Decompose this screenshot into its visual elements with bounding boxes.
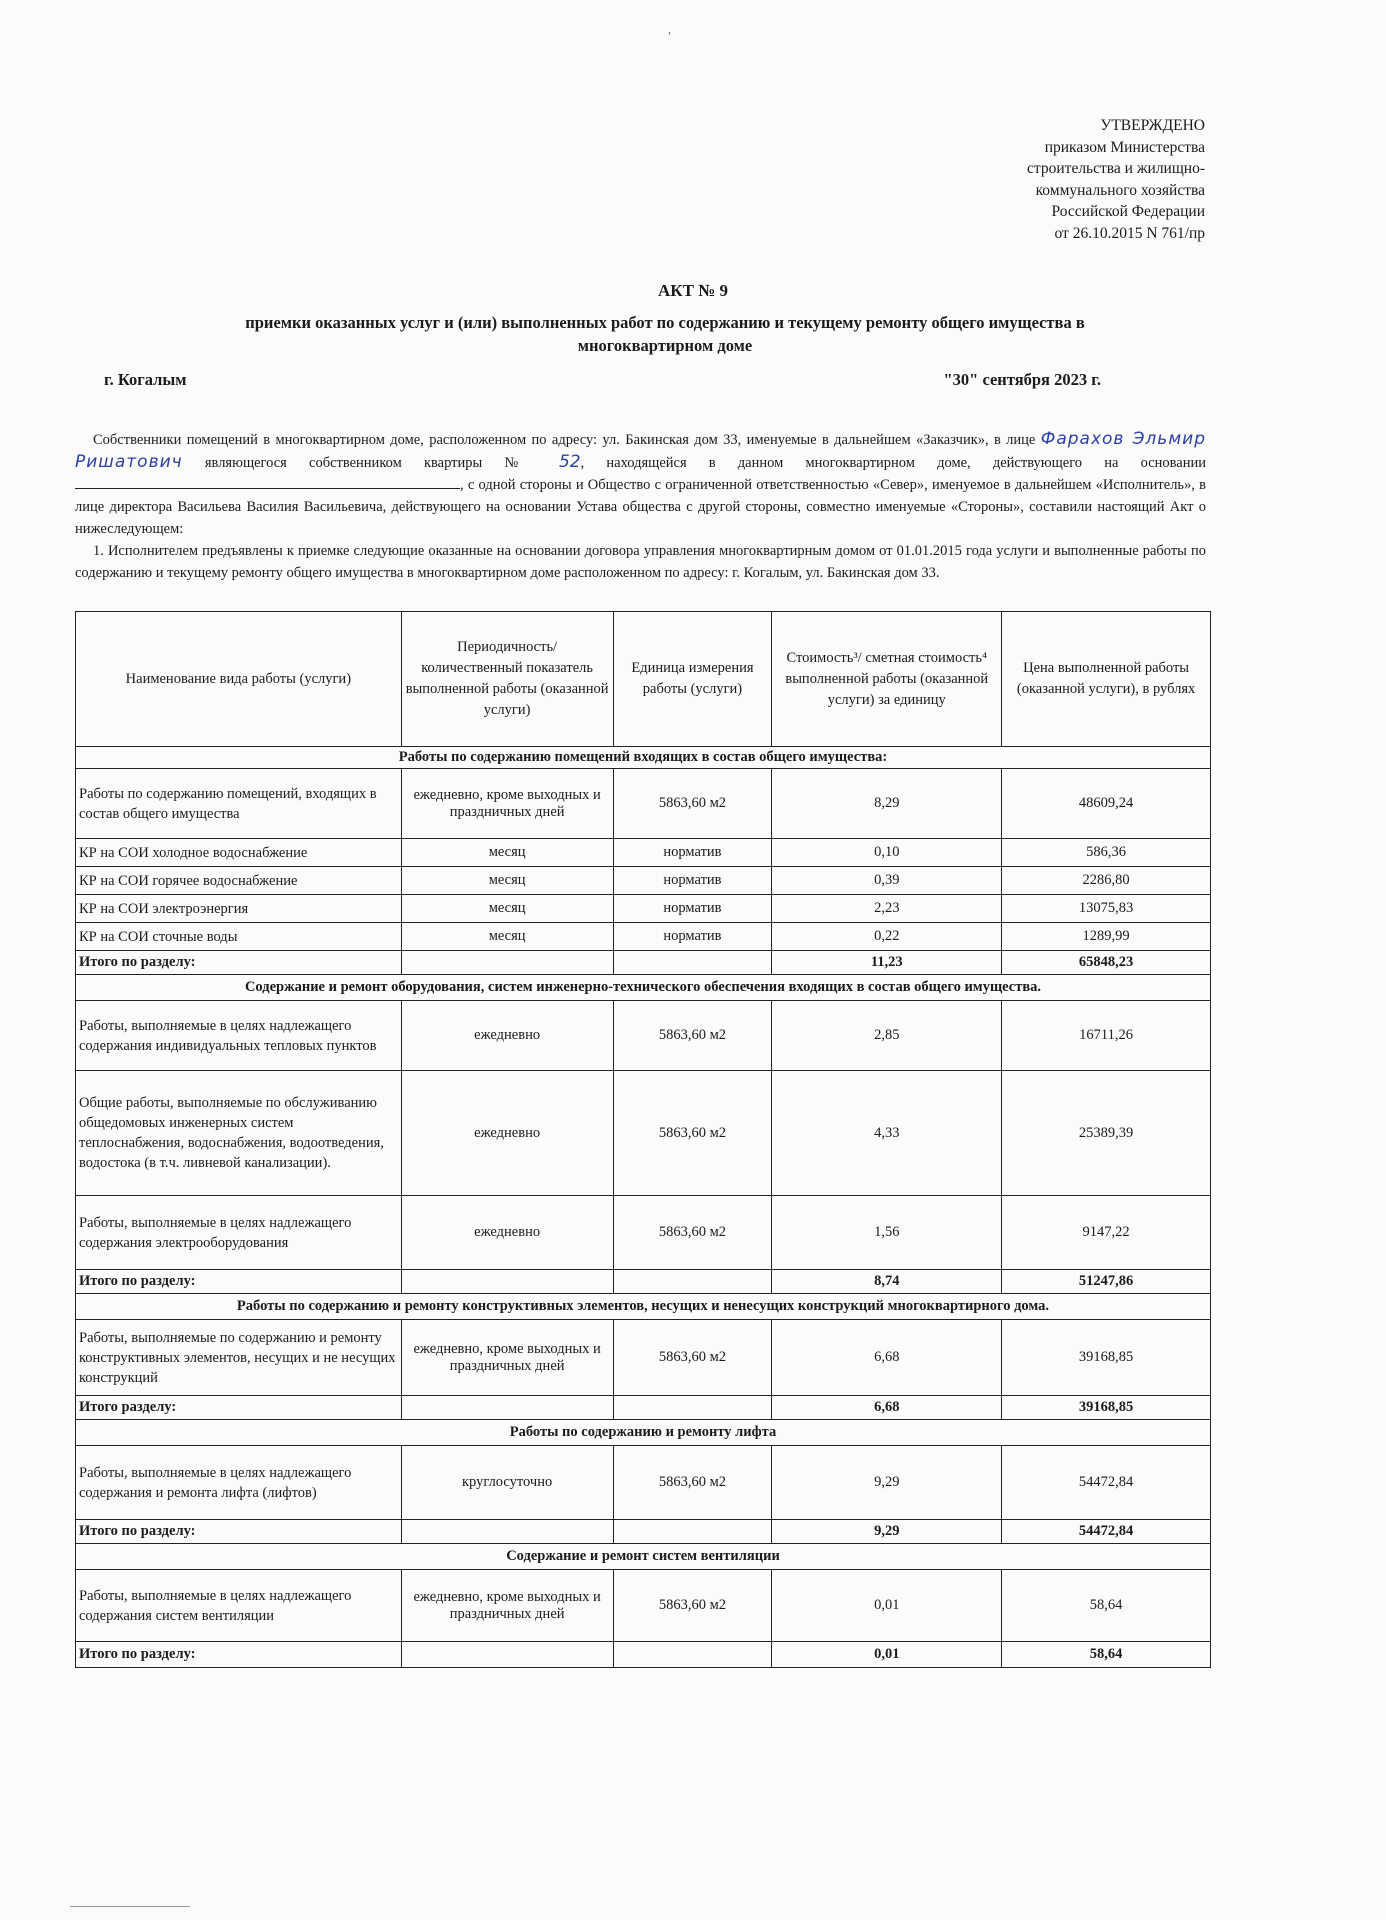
cell-price: 9147,22 — [1002, 1196, 1211, 1270]
cell-cost: 6,68 — [772, 1320, 1002, 1396]
cell-cost: 0,22 — [772, 923, 1002, 951]
cell-price: 16711,26 — [1002, 1001, 1211, 1071]
total-empty — [613, 1642, 772, 1668]
section-title: Работы по содержанию помещений входящих в состав общего имущества: — [76, 747, 1211, 769]
cell-period: ежедневно, кроме выходных и праздничных дней — [401, 769, 613, 839]
intro-text — [75, 428, 1206, 584]
cell-cost: 4,33 — [772, 1071, 1002, 1196]
act-date: "30" сентября 2023 г. — [943, 370, 1101, 389]
section-total-row — [76, 1520, 1211, 1544]
total-empty — [613, 1520, 772, 1544]
approval-stamp-text — [1027, 115, 1205, 244]
total-price: 54472,84 — [1002, 1520, 1211, 1544]
cell-unit: норматив — [613, 839, 772, 867]
total-cost: 0,01 — [772, 1642, 1002, 1668]
table-header-row — [76, 612, 1211, 747]
cell-cost: 0,10 — [772, 839, 1002, 867]
section-total-row — [76, 1642, 1211, 1668]
approval-line: строительства и жилищно- — [1027, 160, 1205, 177]
total-label: Итого по разделу: — [76, 1520, 402, 1544]
header-cost: Стоимость³/ сметная стоимость⁴ выполненной работы (оказанной услуги) за единицу — [772, 612, 1002, 747]
table-row — [76, 1446, 1211, 1520]
total-price: 51247,86 — [1002, 1270, 1211, 1294]
table-row — [76, 1071, 1211, 1196]
cell-price: 13075,83 — [1002, 895, 1211, 923]
cell-unit: норматив — [613, 867, 772, 895]
cell-period: ежедневно, кроме выходных и праздничных дней — [401, 1320, 613, 1396]
cell-name: КР на СОИ горячее водоснабжение — [76, 867, 402, 895]
cell-name: Работы по содержанию помещений, входящих в состав общего имущества — [76, 769, 402, 839]
cell-period: месяц — [401, 839, 613, 867]
act-subtitle-line-1: приемки оказанных услуг и (или) выполненных работ по содержанию и текущему ремонту общего имущества в — [245, 313, 1085, 332]
cell-period: месяц — [401, 867, 613, 895]
approval-line: Российской Федерации — [1051, 203, 1205, 220]
act-subtitle-line-2: многоквартирном доме — [577, 336, 753, 355]
table-row — [76, 867, 1211, 895]
table-row — [76, 839, 1211, 867]
cell-price: 39168,85 — [1002, 1320, 1211, 1396]
cell-name: Работы, выполняемые в целях надлежащего содержания электрооборудования — [76, 1196, 402, 1270]
cell-price: 586,36 — [1002, 839, 1211, 867]
cell-unit: норматив — [613, 923, 772, 951]
cell-name: Работы, выполняемые в целях надлежащего содержания индивидуальных тепловых пунктов — [76, 1001, 402, 1071]
total-empty — [401, 951, 613, 975]
total-empty — [401, 1642, 613, 1668]
section-header-row — [76, 1294, 1211, 1320]
cell-price: 25389,39 — [1002, 1071, 1211, 1196]
total-empty — [613, 1396, 772, 1420]
approval-line: коммунального хозяйства — [1035, 181, 1205, 199]
header-price: Цена выполненной работы (оказанной услуги), в рублях — [1002, 612, 1211, 747]
cell-unit: 5863,60 м2 — [613, 1001, 772, 1071]
cell-period: месяц — [401, 923, 613, 951]
cell-period: месяц — [401, 895, 613, 923]
table-row — [76, 1570, 1211, 1642]
approval-line: УТВЕРЖДЕНО — [1100, 117, 1205, 134]
header-unit: Единица измерения работы (услуги) — [613, 612, 772, 747]
table-row — [76, 769, 1211, 839]
section-header-row — [76, 1420, 1211, 1446]
scan-edge-line — [70, 1906, 190, 1907]
section-title: Работы по содержанию и ремонту лифта — [76, 1420, 1211, 1446]
cell-name: Работы, выполняемые в целях надлежащего содержания систем вентиляции — [76, 1570, 402, 1642]
act-subtitle — [140, 311, 1190, 357]
cell-period: ежедневно — [401, 1196, 613, 1270]
cell-unit: 5863,60 м2 — [613, 1071, 772, 1196]
cell-name: КР на СОИ сточные воды — [76, 923, 402, 951]
total-price: 58,64 — [1002, 1642, 1211, 1668]
total-label: Итого по разделу: — [76, 951, 402, 975]
cell-price: 58,64 — [1002, 1570, 1211, 1642]
total-empty — [613, 951, 772, 975]
act-title: АКТ № 9 — [657, 281, 729, 300]
cell-cost: 8,29 — [772, 769, 1002, 839]
apartment-number-handwritten: 52 — [558, 452, 581, 472]
cell-name: Работы, выполняемые по содержанию и ремонту конструктивных элементов, несущих и не несущих конструкций — [76, 1320, 402, 1396]
intro-text-part: Собственники помещений в многоквартирном доме, расположенном по адресу: ул. Бакинская дом 33, именуемые в дальнейшем «Заказчик», в лице — [93, 432, 1036, 448]
total-empty — [613, 1270, 772, 1294]
works-table — [75, 611, 1211, 1668]
approval-line: от 26.10.2015 N 761/пр — [1054, 224, 1205, 242]
cell-unit: 5863,60 м2 — [613, 1570, 772, 1642]
total-label: Итого по разделу: — [76, 1270, 402, 1294]
section-header-row — [76, 975, 1211, 1001]
cell-price: 2286,80 — [1002, 867, 1211, 895]
table-row — [76, 1320, 1211, 1396]
cell-period: круглосуточно — [401, 1446, 613, 1520]
scan-mark: , — [668, 22, 671, 36]
total-cost: 6,68 — [772, 1396, 1002, 1420]
total-label: Итого по разделу: — [76, 1642, 402, 1668]
section-title: Содержание и ремонт систем вентиляции — [76, 1544, 1211, 1570]
cell-cost: 2,23 — [772, 895, 1002, 923]
section-header-row — [76, 747, 1211, 769]
total-empty — [401, 1520, 613, 1544]
intro-text-part: , находящейся в данном многоквартирном доме, действующего на основании — [580, 455, 1207, 471]
cell-period: ежедневно, кроме выходных и праздничных дней — [401, 1570, 613, 1642]
section-title: Работы по содержанию и ремонту конструктивных элементов, несущих и ненесущих конструкций многоквартирного дома. — [76, 1294, 1211, 1320]
total-empty — [401, 1270, 613, 1294]
approval-line: приказом Министерства — [1044, 138, 1205, 156]
total-empty — [401, 1396, 613, 1420]
intro-paragraph-1 — [75, 428, 1206, 540]
intro-text-part: являющегося собственником квартиры № — [204, 455, 537, 471]
cell-name: Общие работы, выполняемые по обслуживанию общедомовых инженерных систем теплоснабжения, водоснабжения, водоотведения, водостока (в т.ч. ливневой канализации). — [76, 1071, 402, 1196]
cell-period: ежедневно — [401, 1071, 613, 1196]
owner-signature-handwritten: Фарахов Эльмир Ришатович — [75, 429, 1206, 472]
cell-cost: 0,01 — [772, 1570, 1002, 1642]
table-row — [76, 1001, 1211, 1071]
total-cost: 11,23 — [772, 951, 1002, 975]
total-cost: 8,74 — [772, 1270, 1002, 1294]
cell-cost: 1,56 — [772, 1196, 1002, 1270]
basis-blank-line — [75, 474, 460, 489]
cell-name: Работы, выполняемые в целях надлежащего содержания и ремонта лифта (лифтов) — [76, 1446, 402, 1520]
intro-paragraph-2: 1. Исполнителем предъявлены к приемке следующие оказанные на основании договора управления многоквартирным домом от 01.01.2015 года услуги и выполненные работы по содержанию и текущему ремонту общего имущества в многоквартирном доме расположенном по адресу: г. Когалым, ул. Бакинская дом 33. — [75, 543, 1206, 581]
cell-unit: норматив — [613, 895, 772, 923]
intro-text-part: , с одной стороны и Общество с ограниченной ответственностью «Север», именуемое в дальнейшем «Исполнитель», в лице директора Васильева Василия Васильевича, действующего на основании Устава общества с другой стороны, совместно именуемые «Стороны», составили настоящий Акт о нижеследующем: — [75, 477, 1206, 537]
header-name: Наименование вида работы (услуги) — [76, 612, 402, 747]
cell-name: КР на СОИ электроэнергия — [76, 895, 402, 923]
total-price: 65848,23 — [1002, 951, 1211, 975]
table-row — [76, 895, 1211, 923]
cell-cost: 0,39 — [772, 867, 1002, 895]
table-row — [76, 1196, 1211, 1270]
cell-unit: 5863,60 м2 — [613, 1446, 772, 1520]
cell-name: КР на СОИ холодное водоснабжение — [76, 839, 402, 867]
cell-cost: 2,85 — [772, 1001, 1002, 1071]
cell-price: 54472,84 — [1002, 1446, 1211, 1520]
cell-price: 1289,99 — [1002, 923, 1211, 951]
table-row — [76, 923, 1211, 951]
section-title: Содержание и ремонт оборудования, систем инженерно-технического обеспечения входящих в состав общего имущества. — [76, 975, 1211, 1001]
total-price: 39168,85 — [1002, 1396, 1211, 1420]
total-cost: 9,29 — [772, 1520, 1002, 1544]
city: г. Когалым — [104, 370, 187, 389]
cell-price: 48609,24 — [1002, 769, 1211, 839]
cell-cost: 9,29 — [772, 1446, 1002, 1520]
section-total-row — [76, 1270, 1211, 1294]
cell-unit: 5863,60 м2 — [613, 1320, 772, 1396]
header-periodicity: Периодичность/ количественный показатель выполненной работы (оказанной услуги) — [401, 612, 613, 747]
cell-unit: 5863,60 м2 — [613, 769, 772, 839]
cell-unit: 5863,60 м2 — [613, 1196, 772, 1270]
section-total-row — [76, 951, 1211, 975]
section-header-row — [76, 1544, 1211, 1570]
section-total-row — [76, 1396, 1211, 1420]
cell-period: ежедневно — [401, 1001, 613, 1071]
total-label: Итого разделу: — [76, 1396, 402, 1420]
